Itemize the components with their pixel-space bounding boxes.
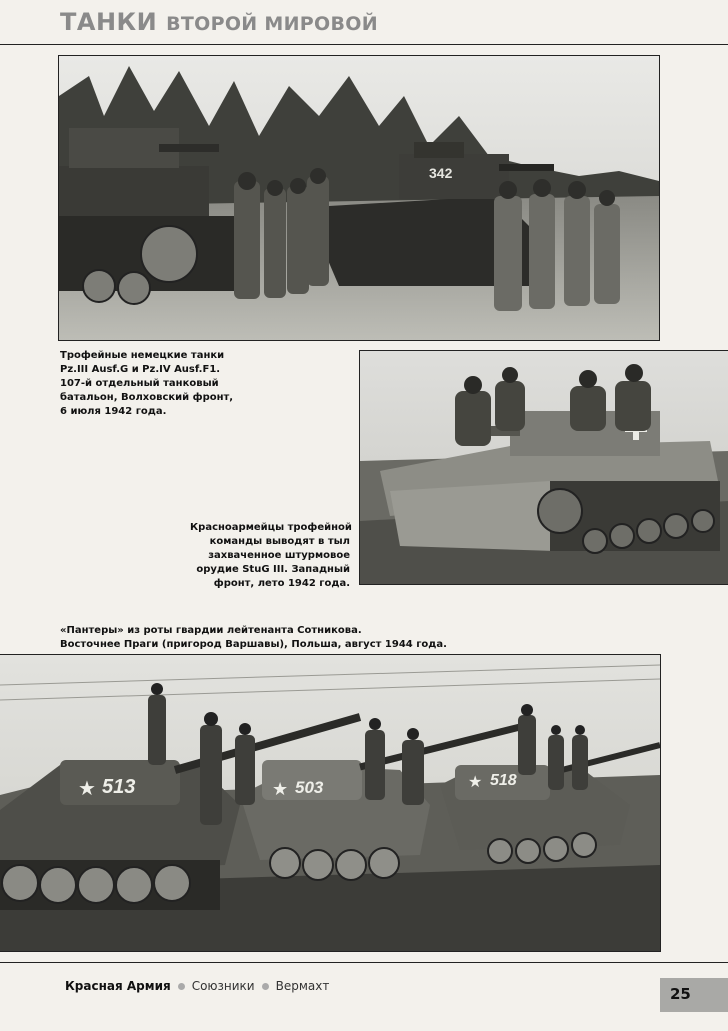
bullet-icon <box>262 983 269 990</box>
caption-photo3 <box>60 624 480 652</box>
footer-item-wehrmacht: Вермахт <box>275 979 330 993</box>
footer-item-allies: Союзники <box>191 979 255 993</box>
footer-item-red-army: Красная Армия <box>65 979 171 993</box>
star-icon: ★ <box>272 779 289 800</box>
caption-line: Восточнее Праги (пригород Варшавы), Польша, август 1944 года. <box>60 639 447 650</box>
caption-line: батальон, Волховский фронт, <box>60 392 234 403</box>
caption-line: Красноармейцы трофейной <box>190 522 352 533</box>
caption-line: 6 июля 1942 года. <box>60 406 167 417</box>
tank-number: 518 <box>490 772 517 789</box>
turret-number: 342 <box>429 165 453 181</box>
photo-captured-tanks <box>58 55 660 341</box>
page-number: 25 <box>670 985 691 1003</box>
caption-line: Трофейные немецкие танки <box>60 350 225 361</box>
book-title-main: ТАНКИ <box>60 8 158 36</box>
caption-photo1 <box>60 349 260 419</box>
caption-line: 107-й отдельный танковый <box>60 378 219 389</box>
page-header <box>0 0 728 45</box>
caption-line: команды выводят в тыл <box>209 536 350 547</box>
caption-line: Pz.III Ausf.G и Pz.IV Ausf.F1. <box>60 364 221 375</box>
caption-line: орудие StuG III. Западный <box>196 564 350 575</box>
caption-photo2 <box>190 521 350 591</box>
photo-stug-iii <box>359 350 728 585</box>
bullet-icon <box>178 983 185 990</box>
caption-line: захваченное штурмовое <box>208 550 350 561</box>
caption-line: «Пантеры» из роты гвардии лейтенанта Сотникова. <box>60 625 362 636</box>
tank-number: 513 <box>102 776 136 798</box>
footer-divider <box>0 962 728 963</box>
page-number-box <box>660 978 728 1012</box>
footer-nav <box>65 979 329 993</box>
star-icon: ★ <box>468 772 483 791</box>
photo-panthers <box>0 654 661 952</box>
book-title <box>60 8 378 36</box>
tank-number: 503 <box>295 778 324 797</box>
book-title-sub: ВТОРОЙ МИРОВОЙ <box>166 13 378 35</box>
caption-line: фронт, лето 1942 года. <box>213 578 350 589</box>
star-icon: ★ <box>78 776 96 800</box>
